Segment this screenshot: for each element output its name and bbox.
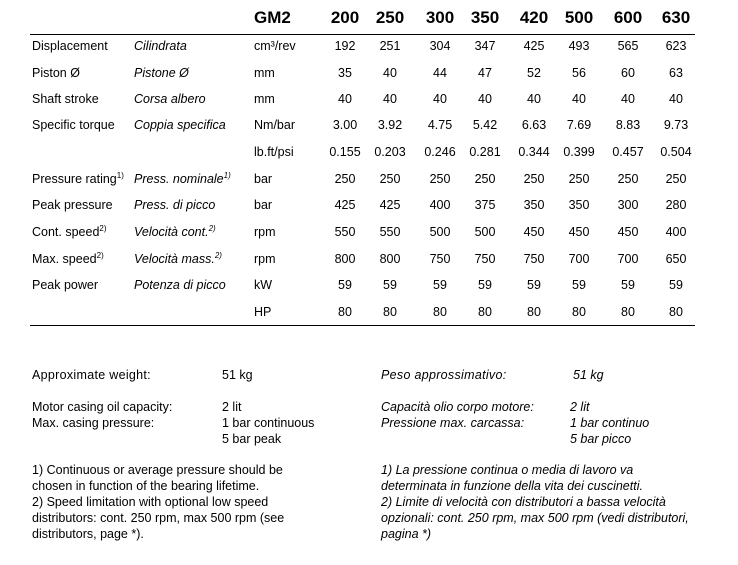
table-cell: 450 [568,225,590,239]
table-cell: 40 [383,92,397,106]
table-cell: 0.344 [518,145,550,159]
table-cell: 63 [669,66,683,80]
row-label-it: Pistone Ø [134,66,189,80]
row-label-en: Specific torque [32,118,115,132]
oil-capacity-label-en: Motor casing oil capacity: [32,400,173,414]
table-cell: 0.155 [329,145,361,159]
table-cell: 250 [379,172,401,186]
table-cell: 192 [334,39,356,53]
table-cell: 40 [478,92,492,106]
footnote-ref: 1) [116,170,124,180]
table-cell: 44 [433,66,447,80]
table-cell: 80 [621,305,635,319]
table-cell: 59 [669,278,683,292]
footnote-1-en: 1) Continuous or average pressure should be chosen in function of the bearing lifetime. [32,463,283,493]
table-cell: 250 [474,172,496,186]
table-bottom-rule [30,325,695,326]
table-cell: 0.203 [374,145,406,159]
table-cell: 0.399 [563,145,595,159]
row-unit: HP [254,305,272,319]
table-cell: 52 [527,66,541,80]
row-unit: Nm/bar [254,118,295,132]
row-unit: rpm [254,225,276,239]
footnote-1-it: 1) La pressione continua o media di lavoro va determinata in funzione della vita dei cuscinetti. [381,463,643,493]
table-cell: 0.281 [469,145,501,159]
table-cell: 56 [572,66,586,80]
weight-value-it: 51 kg [573,368,604,382]
row-unit: kW [254,278,273,292]
table-cell: 375 [474,198,496,212]
table-cell: 750 [429,252,451,266]
table-cell: 40 [433,92,447,106]
size-header-200: 200 [330,8,360,27]
table-cell: 59 [433,278,447,292]
footnote-ref: 1) [223,170,231,180]
table-cell: 800 [379,252,401,266]
table-cell: 59 [527,278,541,292]
footnote-ref: 2) [208,223,216,233]
table-cell: 250 [429,172,451,186]
table-cell: 450 [617,225,639,239]
oil-capacity-label-it: Capacità olio corpo motore: [381,400,534,414]
size-header-630: 630 [661,8,691,27]
row-label-en: Cont. speed$^{2)}$ [32,223,107,239]
table-cell: 304 [429,39,451,53]
table-cell: 450 [523,225,545,239]
table-cell: 250 [617,172,639,186]
table-cell: 40 [527,92,541,106]
footnote-2-en: 2) Speed limitation with optional low speed distributors: cont. 250 rpm, max 500 rpm (see distributors, page *). [32,495,285,541]
row-unit: bar [254,172,273,186]
model-header: GM2 [254,8,291,27]
row-label-it: Corsa albero [134,92,206,106]
casing-pressure-value-2-en: 5 bar peak [222,432,282,446]
row-unit: rpm [254,252,276,266]
table-cell: 59 [572,278,586,292]
table-cell: 350 [523,198,545,212]
table-cell: 8.83 [615,118,641,132]
table-cell: 565 [617,39,639,53]
row-label-it: Potenza di picco [134,278,226,292]
table-cell: 80 [669,305,683,319]
row-label-it: Velocità cont.$^{2)}$ [134,223,216,239]
row-label-it: Velocità mass.$^{2)}$ [134,250,222,266]
table-cell: 700 [617,252,639,266]
casing-pressure-label-it: Pressione max. carcassa: [381,416,525,430]
table-cell: 80 [338,305,352,319]
footnote-ref: 2) [96,250,104,260]
footnote-ref: 2) [214,250,222,260]
table-cell: 280 [665,198,687,212]
table-cell: 347 [474,39,496,53]
table-cell: 750 [523,252,545,266]
table-cell: 800 [334,252,356,266]
table-cell: 0.246 [424,145,456,159]
table-cell: 3.00 [332,118,358,132]
row-label-it: Cilindrata [134,39,187,53]
table-cell: 250 [523,172,545,186]
footnote-2-it: 2) Limite di velocità con distributori a bassa velocità opzionali: cont. 250 rpm, max 500 rpm (vedi distributori, pagina *) [381,495,689,541]
table-cell: 47 [478,66,492,80]
table-cell: 250 [568,172,590,186]
casing-pressure-value-1-it: 1 bar continuo [570,416,650,430]
table-cell: 80 [383,305,397,319]
table-cell: 59 [383,278,397,292]
row-label-en: Max. speed$^{2)}$ [32,250,104,266]
weight-value-en: 51 kg [222,368,253,382]
table-cell: 500 [474,225,496,239]
table-cell: 500 [429,225,451,239]
table-cell: 40 [621,92,635,106]
table-cell: 623 [665,39,687,53]
casing-pressure-value-1-en: 1 bar continuous [222,416,315,430]
row-label-en: Displacement [32,39,108,53]
table-cell: 80 [433,305,447,319]
row-label-en: Peak pressure [32,198,113,212]
table-cell: 4.75 [427,118,453,132]
table-cell: 250 [334,172,356,186]
row-unit: mm [254,92,275,106]
table-cell: 0.504 [660,145,692,159]
table-cell: 80 [478,305,492,319]
table-cell: 35 [338,66,352,80]
table-cell: 60 [621,66,635,80]
table-cell: 550 [379,225,401,239]
size-header-300: 300 [425,8,455,27]
weight-label-it: Peso approssimativo: [381,368,507,382]
table-cell: 59 [338,278,352,292]
size-header-600: 600 [613,8,643,27]
table-cell: 425 [379,198,401,212]
table-cell: 59 [478,278,492,292]
size-header-420: 420 [519,8,549,27]
row-label-en: Peak power [32,278,99,292]
row-label-it: Press. nominale$^{1)}$ [134,170,231,186]
table-cell: 80 [572,305,586,319]
table-cell: 350 [568,198,590,212]
row-unit: lb.ft/psi [254,145,294,159]
table-cell: 493 [568,39,590,53]
size-header-500: 500 [564,8,594,27]
table-cell: 650 [665,252,687,266]
table-cell: 40 [572,92,586,106]
table-cell: 59 [621,278,635,292]
table-cell: 40 [669,92,683,106]
row-label-en: Piston Ø [32,66,80,80]
table-cell: 80 [527,305,541,319]
table-cell: 250 [665,172,687,186]
table-cell: 300 [617,198,639,212]
row-label-it: Coppia specifica [134,118,226,132]
row-label-en: Shaft stroke [32,92,99,106]
oil-capacity-value-en: 2 lit [222,400,242,414]
row-unit: bar [254,198,273,212]
table-cell: 400 [429,198,451,212]
table-cell: 750 [474,252,496,266]
table-cell: 7.69 [566,118,592,132]
row-unit: mm [254,66,275,80]
table-cell: 9.73 [663,118,689,132]
footnote-ref: 2) [99,223,107,233]
table-cell: 550 [334,225,356,239]
table-cell: 40 [383,66,397,80]
table-cell: 6.63 [521,118,547,132]
oil-capacity-value-it: 2 lit [570,400,590,414]
table-cell: 0.457 [612,145,644,159]
size-header-250: 250 [375,8,405,27]
weight-label-en: Approximate weight: [32,368,151,382]
table-top-rule [30,34,695,35]
row-label-en: Pressure rating$^{1)}$ [32,170,124,186]
table-cell: 40 [338,92,352,106]
row-unit: cm³/rev [254,39,296,53]
table-cell: 700 [568,252,590,266]
row-label-it: Press. di picco [134,198,216,212]
table-cell: 425 [523,39,545,53]
casing-pressure-value-2-it: 5 bar picco [570,432,632,446]
table-cell: 5.42 [472,118,498,132]
table-cell: 400 [665,225,687,239]
casing-pressure-label-en: Max. casing pressure: [32,416,155,430]
table-cell: 251 [379,39,401,53]
size-header-350: 350 [470,8,500,27]
table-cell: 3.92 [377,118,403,132]
table-cell: 425 [334,198,356,212]
